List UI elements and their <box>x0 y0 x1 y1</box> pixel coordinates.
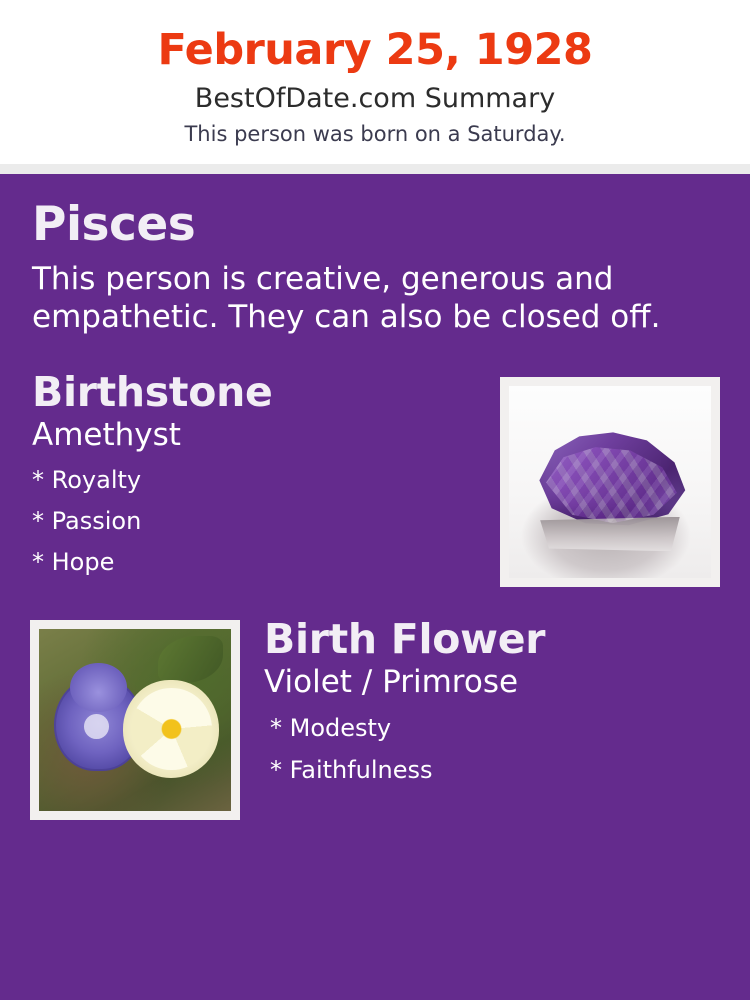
birthflower-trait: * Faithfulness <box>270 755 433 784</box>
primrose-flower-shape <box>123 680 219 778</box>
birthflower-text <box>264 616 720 797</box>
birthstone-trait: * Royalty <box>32 465 142 494</box>
birthstone-title: Birthstone <box>32 368 273 417</box>
birthstone-image-frame <box>500 377 720 587</box>
site-name: BestOfDate.com Summary <box>194 83 556 115</box>
birthflower-image-frame <box>30 620 240 820</box>
card-header <box>0 0 750 164</box>
amethyst-base <box>537 517 682 552</box>
birthflower-title: Birth Flower <box>264 614 546 663</box>
birthflower-value: Violet / Primrose <box>264 663 519 700</box>
birthstone-section <box>30 368 720 590</box>
amethyst-photo <box>509 386 711 578</box>
violet-primrose-photo <box>39 629 231 811</box>
details-panel <box>0 174 750 1000</box>
zodiac-sign-name: Pisces <box>32 197 196 253</box>
birthstone-value: Amethyst <box>32 417 181 454</box>
leaf-shape <box>158 636 223 683</box>
birthstone-trait: * Hope <box>32 548 115 577</box>
page-title: February 25, 1928 <box>157 25 593 75</box>
zodiac-description: This person is creative, generous and empathetic. They can also be closed off. <box>32 260 661 336</box>
header-divider <box>0 164 750 174</box>
birthflower-trait: * Modesty <box>270 714 392 743</box>
birth-day-note: This person was born on a Saturday. <box>184 122 566 147</box>
birthstone-trait: * Passion <box>32 507 142 536</box>
birthstone-text <box>30 368 500 590</box>
birthflower-section <box>30 616 720 820</box>
